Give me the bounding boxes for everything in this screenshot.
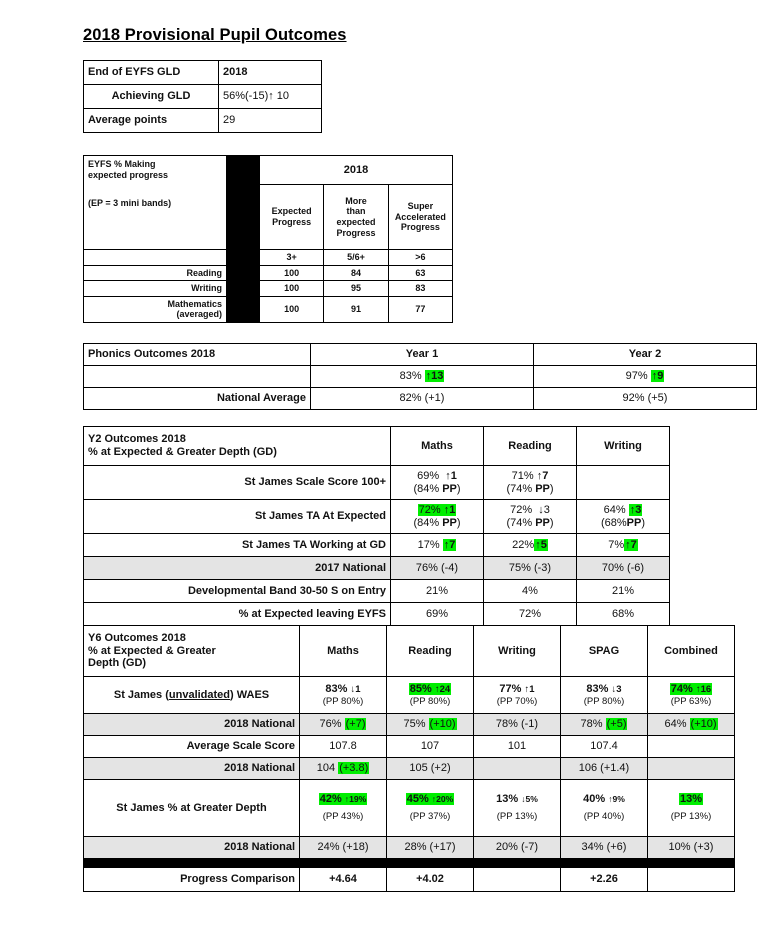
pp-post: ) bbox=[549, 516, 554, 529]
y6-cell bbox=[648, 714, 735, 736]
waes-post: ) WAES bbox=[230, 688, 270, 701]
delta-badge: ↑7 bbox=[625, 538, 637, 551]
phonics-col-year2: Year 2 bbox=[534, 344, 757, 366]
table-row bbox=[84, 250, 453, 266]
y6-row-label: St James % at Greater Depth bbox=[84, 780, 300, 837]
y6-cell: 24% (+18) bbox=[300, 837, 387, 859]
table-row bbox=[84, 837, 735, 859]
line: (averaged) bbox=[176, 309, 222, 320]
table-row bbox=[84, 156, 453, 185]
pp-post: ) bbox=[456, 482, 461, 495]
y6-cell bbox=[648, 758, 735, 780]
delta-badge: ↑7 bbox=[443, 538, 456, 551]
pp-sub: (PP 13%) bbox=[670, 811, 712, 823]
phonics-outcomes-table bbox=[83, 343, 757, 410]
delta-badge: (+5) bbox=[606, 718, 627, 731]
eyfs-cell: 100 bbox=[260, 281, 324, 297]
table-row bbox=[84, 557, 670, 580]
y6-row-label: 2018 National bbox=[84, 837, 300, 859]
table-row bbox=[84, 281, 453, 297]
value: 40% bbox=[583, 793, 606, 806]
y2-cell bbox=[391, 500, 484, 534]
black-divider bbox=[84, 859, 735, 868]
value: 17% bbox=[417, 538, 440, 551]
pp-sub: (PP 43%) bbox=[322, 811, 364, 823]
pp-pre: (84% bbox=[413, 516, 443, 529]
black-separator-column bbox=[227, 156, 260, 323]
delta: ↓1 bbox=[350, 683, 361, 695]
eyfs-row-label-writing: Writing bbox=[84, 281, 227, 297]
y2-row-label: Developmental Band 30-50 S on Entry bbox=[84, 580, 391, 603]
y6-col-spag: SPAG bbox=[561, 626, 648, 677]
eyfs-year-header: 2018 bbox=[260, 156, 453, 185]
y6-cell bbox=[561, 677, 648, 714]
value: 78% (-1) bbox=[495, 718, 539, 731]
value: 64% bbox=[664, 718, 687, 731]
phonics-row-label: National Average bbox=[84, 388, 311, 410]
eyfs-subheader-label: (EP = 3 mini bands) bbox=[88, 198, 172, 209]
table-row bbox=[84, 85, 322, 109]
table-row bbox=[84, 61, 322, 85]
eyfs-band-value: 5/6+ bbox=[324, 250, 388, 266]
eyfs-cell: 100 bbox=[260, 265, 324, 281]
y2-cell: 21% bbox=[391, 580, 484, 603]
y6-title-line3: Depth (GD) bbox=[88, 657, 147, 670]
pp-pre: (74% bbox=[506, 482, 536, 495]
gld-row-label: Average points bbox=[84, 109, 219, 133]
delta-badge: ↑9 bbox=[651, 370, 664, 383]
y2-cell bbox=[391, 534, 484, 557]
table-row bbox=[84, 626, 735, 677]
table-row bbox=[84, 758, 735, 780]
y2-cell: 4% bbox=[484, 580, 577, 603]
eyfs-row-label-mathematics bbox=[84, 296, 227, 322]
eyfs-gld-table bbox=[83, 60, 322, 133]
pp-post: ) bbox=[549, 482, 554, 495]
pp-sub: (PP 40%) bbox=[583, 811, 625, 823]
y6-cell bbox=[561, 780, 648, 837]
delta: ↑7 bbox=[536, 469, 549, 482]
delta: ↑9% bbox=[608, 794, 625, 805]
eyfs-cell: 83 bbox=[388, 281, 452, 297]
pp-sub: (PP 80%) bbox=[583, 695, 625, 707]
y6-cell bbox=[300, 677, 387, 714]
eyfs-header-line1: EYFS % Making bbox=[88, 159, 156, 169]
y2-cell bbox=[484, 466, 577, 500]
y2-cell bbox=[577, 534, 670, 557]
y2-cell: 76% (-4) bbox=[391, 557, 484, 580]
y2-cell bbox=[577, 500, 670, 534]
value: 71% bbox=[511, 469, 534, 482]
eyfs-band-row-label bbox=[84, 250, 227, 266]
y6-outcomes-table bbox=[83, 625, 735, 892]
y6-cell bbox=[387, 714, 474, 736]
delta-badge: ↑5 bbox=[535, 538, 547, 551]
line: Accelerated bbox=[394, 211, 446, 222]
y6-title-line2: % at Expected & Greater bbox=[88, 644, 216, 657]
phonics-cell-year1: 82% (+1) bbox=[311, 388, 534, 410]
waes-underlined: unvalidated bbox=[168, 688, 231, 701]
phonics-value: 83% bbox=[399, 370, 422, 383]
y6-col-writing: Writing bbox=[474, 626, 561, 677]
value: 72% bbox=[510, 503, 533, 516]
y6-cell bbox=[387, 780, 474, 837]
delta: ↓3 bbox=[538, 503, 550, 516]
y2-cell: 70% (-6) bbox=[577, 557, 670, 580]
gld-row-value: 56%(-15)↑ 10 bbox=[219, 85, 322, 109]
line: Progress bbox=[272, 217, 312, 227]
table-row bbox=[84, 466, 670, 500]
table-row bbox=[84, 603, 670, 626]
table-row bbox=[84, 500, 670, 534]
eyfs-cell: 91 bbox=[324, 296, 388, 322]
gld-row-value: 2018 bbox=[219, 61, 322, 85]
delta: ↓5% bbox=[521, 794, 538, 805]
table-row bbox=[84, 780, 735, 837]
pp-sub: (PP 13%) bbox=[496, 811, 538, 823]
y6-cell: 105 (+2) bbox=[387, 758, 474, 780]
delta: ↑19% bbox=[344, 794, 367, 805]
value: 75% bbox=[403, 718, 426, 731]
y2-col-reading: Reading bbox=[484, 427, 577, 466]
line: Super bbox=[407, 201, 434, 212]
y6-cell: 106 (+1.4) bbox=[561, 758, 648, 780]
table-row bbox=[84, 366, 757, 388]
y6-cell: 10% (+3) bbox=[648, 837, 735, 859]
pp-post: ) bbox=[641, 516, 646, 529]
y6-cell: 101 bbox=[474, 736, 561, 758]
delta-badge: (+3.8) bbox=[339, 762, 369, 775]
value-highlighted: 42% bbox=[319, 793, 342, 806]
eyfs-col-header-super-accelerated bbox=[388, 185, 452, 250]
pp-sub: (PP 80%) bbox=[409, 695, 451, 707]
phonics-row-label bbox=[84, 366, 311, 388]
table-row bbox=[84, 344, 757, 366]
y6-cell bbox=[474, 780, 561, 837]
phonics-cell-year2 bbox=[534, 366, 757, 388]
line: Progress bbox=[336, 227, 376, 238]
table-row-divider bbox=[84, 859, 735, 868]
page-title: 2018 Provisional Pupil Outcomes bbox=[83, 26, 347, 44]
y2-cell bbox=[577, 466, 670, 500]
eyfs-band-value: 3+ bbox=[260, 250, 324, 266]
value: 64% bbox=[603, 503, 626, 516]
eyfs-row-label-reading: Reading bbox=[84, 265, 227, 281]
waes-pre: St James ( bbox=[113, 688, 169, 701]
pp-label: PP bbox=[442, 516, 457, 529]
phonics-cell-year2: 92% (+5) bbox=[534, 388, 757, 410]
y2-row-label: 2017 National bbox=[84, 557, 391, 580]
value: 13% bbox=[496, 793, 519, 806]
value: 83% bbox=[325, 682, 348, 695]
eyfs-header-line2: expected progress bbox=[88, 169, 169, 180]
y6-cell: 28% (+17) bbox=[387, 837, 474, 859]
y6-cell bbox=[300, 780, 387, 837]
y6-cell bbox=[648, 868, 735, 892]
pp-pre: (68% bbox=[600, 516, 627, 529]
y2-cell: 68% bbox=[577, 603, 670, 626]
value: 7% bbox=[608, 538, 625, 551]
table-row bbox=[84, 109, 322, 133]
pp-sub: (PP 37%) bbox=[409, 811, 451, 823]
table-row bbox=[84, 580, 670, 603]
y6-cell: 34% (+6) bbox=[561, 837, 648, 859]
y6-cell bbox=[561, 714, 648, 736]
y6-cell bbox=[387, 677, 474, 714]
eyfs-cell: 77 bbox=[388, 296, 452, 322]
y2-title-line1: Y2 Outcomes 2018 bbox=[88, 433, 186, 446]
pp-pre: (84% bbox=[413, 482, 443, 495]
line: More bbox=[345, 195, 367, 206]
y2-cell: 21% bbox=[577, 580, 670, 603]
pp-label: PP bbox=[535, 516, 550, 529]
y2-col-writing: Writing bbox=[577, 427, 670, 466]
line: than bbox=[346, 206, 366, 217]
pp-label: PP bbox=[442, 482, 457, 495]
y6-cell bbox=[648, 677, 735, 714]
y2-cell: 69% bbox=[391, 603, 484, 626]
value: 69% bbox=[417, 469, 440, 482]
line: Mathematics bbox=[167, 298, 222, 309]
y6-cell: +2.26 bbox=[561, 868, 648, 892]
y6-cell bbox=[300, 714, 387, 736]
y6-col-maths: Maths bbox=[300, 626, 387, 677]
value: 83% bbox=[586, 682, 609, 695]
gld-row-value: 29 bbox=[219, 109, 322, 133]
eyfs-cell: 84 bbox=[324, 265, 388, 281]
eyfs-cell: 63 bbox=[388, 265, 452, 281]
y2-cell: 75% (-3) bbox=[484, 557, 577, 580]
eyfs-cell: 100 bbox=[260, 296, 324, 322]
value-highlighted: 72% ↑1 bbox=[418, 503, 456, 516]
y2-row-label: St James TA At Expected bbox=[84, 500, 391, 534]
y2-cell bbox=[391, 466, 484, 500]
y6-cell bbox=[474, 714, 561, 736]
y2-row-label: St James TA Working at GD bbox=[84, 534, 391, 557]
line: expected bbox=[336, 217, 376, 227]
delta: ↓3 bbox=[611, 683, 622, 695]
y6-cell: +4.64 bbox=[300, 868, 387, 892]
eyfs-progress-table bbox=[83, 155, 453, 323]
delta: ↑24 bbox=[434, 683, 451, 695]
y6-row-label: Progress Comparison bbox=[84, 868, 300, 892]
table-row bbox=[84, 714, 735, 736]
delta: ↑1 bbox=[524, 683, 535, 695]
value: 77% bbox=[499, 682, 522, 695]
y6-cell: 107.8 bbox=[300, 736, 387, 758]
eyfs-col-header-more-than-expected bbox=[324, 185, 388, 250]
pp-label: PP bbox=[626, 516, 642, 529]
y6-row-label: Average Scale Score bbox=[84, 736, 300, 758]
pp-post: ) bbox=[456, 516, 461, 529]
y6-cell bbox=[648, 736, 735, 758]
y6-row-label: 2018 National bbox=[84, 758, 300, 780]
table-row bbox=[84, 296, 453, 322]
gld-row-label: End of EYFS GLD bbox=[84, 61, 219, 85]
y6-cell bbox=[648, 780, 735, 837]
y6-cell bbox=[474, 868, 561, 892]
value-highlighted: 45% bbox=[406, 793, 429, 806]
table-row bbox=[84, 736, 735, 758]
y6-cell bbox=[474, 758, 561, 780]
y2-row-label: % at Expected leaving EYFS bbox=[84, 603, 391, 626]
y6-cell: 107.4 bbox=[561, 736, 648, 758]
y6-cell bbox=[474, 677, 561, 714]
y6-row-label-waes bbox=[84, 677, 300, 714]
pp-label: PP bbox=[535, 482, 550, 495]
value-highlighted: 85% bbox=[409, 682, 432, 695]
pp-sub: (PP 70%) bbox=[496, 695, 538, 707]
delta: ↑20% bbox=[431, 794, 454, 805]
eyfs-col-header-expected bbox=[260, 185, 324, 250]
y6-cell: +4.02 bbox=[387, 868, 474, 892]
table-row bbox=[84, 534, 670, 557]
y6-title bbox=[84, 626, 300, 677]
y6-col-reading: Reading bbox=[387, 626, 474, 677]
delta: ↑1 bbox=[445, 469, 457, 482]
y6-cell: 107 bbox=[387, 736, 474, 758]
delta-badge: (+7) bbox=[345, 718, 366, 731]
delta: ↑16 bbox=[695, 683, 712, 695]
value: 22% bbox=[512, 538, 535, 551]
phonics-title: Phonics Outcomes 2018 bbox=[84, 344, 311, 366]
phonics-value: 97% bbox=[625, 370, 648, 383]
phonics-col-year1: Year 1 bbox=[311, 344, 534, 366]
y2-col-maths: Maths bbox=[391, 427, 484, 466]
y2-cell bbox=[484, 534, 577, 557]
phonics-cell-year1 bbox=[311, 366, 534, 388]
table-row bbox=[84, 868, 735, 892]
eyfs-band-value: >6 bbox=[388, 250, 452, 266]
delta-badge: ↑13 bbox=[425, 370, 444, 383]
table-row bbox=[84, 265, 453, 281]
value: 78% bbox=[580, 718, 603, 731]
value-highlighted: 74% bbox=[670, 682, 693, 695]
y2-outcomes-table bbox=[83, 426, 670, 626]
delta-badge: (+10) bbox=[429, 718, 456, 731]
value: 76% bbox=[319, 718, 342, 731]
pp-pre: (74% bbox=[506, 516, 536, 529]
y6-cell bbox=[300, 758, 387, 780]
table-row bbox=[84, 427, 670, 466]
line: Progress bbox=[400, 222, 440, 233]
pp-sub: (PP 63%) bbox=[670, 695, 712, 707]
y2-row-label: St James Scale Score 100+ bbox=[84, 466, 391, 500]
y6-col-combined: Combined bbox=[648, 626, 735, 677]
gld-row-label: Achieving GLD bbox=[84, 85, 219, 109]
value: 104 bbox=[316, 762, 336, 775]
table-row bbox=[84, 388, 757, 410]
y2-cell bbox=[484, 500, 577, 534]
y6-cell: 20% (-7) bbox=[474, 837, 561, 859]
y2-cell: 72% bbox=[484, 603, 577, 626]
eyfs-progress-header-label bbox=[84, 156, 227, 250]
y2-title-line2: % at Expected & Greater Depth (GD) bbox=[88, 446, 277, 458]
line: Expected bbox=[271, 206, 312, 217]
y2-title bbox=[84, 427, 391, 466]
pp-sub: (PP 80%) bbox=[322, 695, 364, 707]
y6-row-label: 2018 National bbox=[84, 714, 300, 736]
eyfs-cell: 95 bbox=[324, 281, 388, 297]
table-row bbox=[84, 677, 735, 714]
value-highlighted: 13% bbox=[679, 793, 703, 806]
y6-title-line1: Y6 Outcomes 2018 bbox=[88, 631, 186, 644]
delta-badge: ↑3 bbox=[629, 503, 642, 516]
delta-badge: (+10) bbox=[690, 718, 717, 731]
